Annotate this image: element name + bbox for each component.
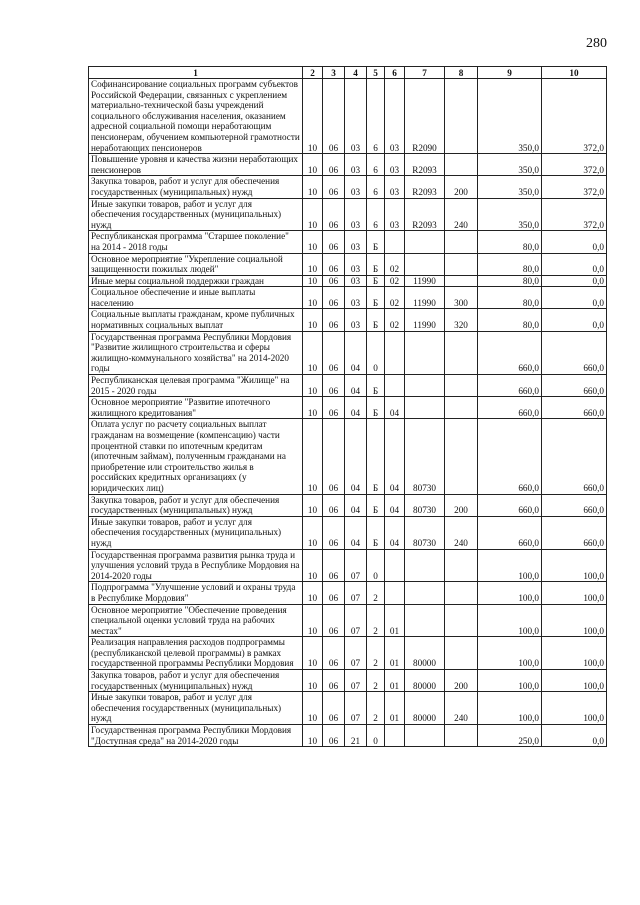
- row-name-cell: Иные закупки товаров, работ и услуг для обеспечения государственных (муниципальных) нужд: [89, 692, 303, 725]
- amount-cell: 80,0: [478, 253, 542, 275]
- code-cell: 03: [345, 79, 367, 154]
- table-row: [89, 309, 607, 331]
- code-cell: 10: [303, 582, 323, 604]
- code-cell: 10: [303, 419, 323, 494]
- code-cell: 6: [367, 79, 385, 154]
- code-cell: [405, 375, 445, 397]
- row-name-cell: Закупка товаров, работ и услуг для обеспечения государственных (муниципальных) нужд: [89, 494, 303, 516]
- amount-cell: 0,0: [542, 231, 607, 253]
- code-cell: [385, 375, 405, 397]
- code-cell: 04: [385, 516, 405, 549]
- code-cell: [445, 331, 478, 374]
- code-cell: 0: [367, 725, 385, 747]
- amount-cell: 0,0: [542, 253, 607, 275]
- table-body: [89, 79, 607, 747]
- code-cell: 240: [445, 692, 478, 725]
- row-name-cell: Оплата услуг по расчету социальных выплат гражданам на возмещение (компенсацию) части процентной ставки по ипотечным кредитам (ипотечным займам), полученным гражданами на приобретение или строительство жилья в российских кредитных организациях (у юридических лиц): [89, 419, 303, 494]
- code-cell: [405, 231, 445, 253]
- code-cell: 10: [303, 231, 323, 253]
- code-cell: 06: [323, 725, 345, 747]
- code-cell: [385, 231, 405, 253]
- code-cell: 10: [303, 253, 323, 275]
- row-name-cell: Государственная программа развития рынка труда и улучшения условий труда в Республике Мордовия на 2014-2020 годы: [89, 549, 303, 582]
- code-cell: R2093: [405, 176, 445, 198]
- code-cell: 06: [323, 637, 345, 670]
- table-row: [89, 231, 607, 253]
- code-cell: 2: [367, 692, 385, 725]
- code-cell: 03: [385, 176, 405, 198]
- code-cell: [445, 253, 478, 275]
- amount-cell: 100,0: [478, 670, 542, 692]
- amount-cell: 100,0: [478, 604, 542, 637]
- amount-cell: 372,0: [542, 79, 607, 154]
- amount-cell: 100,0: [542, 637, 607, 670]
- code-cell: 07: [345, 670, 367, 692]
- code-cell: Б: [367, 516, 385, 549]
- code-cell: 06: [323, 198, 345, 231]
- code-cell: 10: [303, 637, 323, 670]
- code-cell: [405, 582, 445, 604]
- row-name-cell: Государственная программа Республики Мордовия "Доступная среда" на 2014-2020 годы: [89, 725, 303, 747]
- table-row: [89, 582, 607, 604]
- code-cell: 07: [345, 692, 367, 725]
- code-cell: 03: [385, 154, 405, 176]
- code-cell: 06: [323, 494, 345, 516]
- table-row: [89, 725, 607, 747]
- code-cell: 07: [345, 549, 367, 582]
- column-header: 3: [323, 67, 345, 79]
- amount-cell: 0,0: [542, 287, 607, 309]
- amount-cell: 660,0: [478, 397, 542, 419]
- column-header: 4: [345, 67, 367, 79]
- code-cell: 06: [323, 692, 345, 725]
- code-cell: 06: [323, 309, 345, 331]
- table-header-row: [89, 67, 607, 79]
- amount-cell: 80,0: [478, 309, 542, 331]
- amount-cell: 100,0: [542, 582, 607, 604]
- code-cell: 0: [367, 331, 385, 374]
- code-cell: Б: [367, 309, 385, 331]
- row-name-cell: Софинансирование социальных программ субъектов Российской Федерации, связанных с укреплением материально-технической базы учреждений социального обслуживания населения, оказанием адресной социальной помощи неработающим пенсионерам, обучением компьютерной грамотности неработающих пенсионеров: [89, 79, 303, 154]
- code-cell: 04: [345, 375, 367, 397]
- code-cell: 300: [445, 287, 478, 309]
- code-cell: 02: [385, 287, 405, 309]
- row-name-cell: Основное мероприятие "Обеспечение проведения специальной оценки условий труда на рабочих местах": [89, 604, 303, 637]
- code-cell: 06: [323, 154, 345, 176]
- code-cell: 10: [303, 275, 323, 287]
- code-cell: [445, 275, 478, 287]
- code-cell: [445, 604, 478, 637]
- code-cell: R2093: [405, 154, 445, 176]
- code-cell: 04: [345, 331, 367, 374]
- code-cell: 10: [303, 198, 323, 231]
- code-cell: 11990: [405, 309, 445, 331]
- code-cell: 2: [367, 582, 385, 604]
- code-cell: 200: [445, 494, 478, 516]
- code-cell: 10: [303, 375, 323, 397]
- code-cell: [445, 154, 478, 176]
- code-cell: [405, 725, 445, 747]
- code-cell: [405, 331, 445, 374]
- row-name-cell: Государственная программа Республики Мордовия "Развитие жилищного строительства и сферы жилищно-коммунального хозяйства" на 2014-2020 годы: [89, 331, 303, 374]
- code-cell: 03: [385, 198, 405, 231]
- amount-cell: 660,0: [542, 516, 607, 549]
- code-cell: 03: [345, 253, 367, 275]
- code-cell: 6: [367, 154, 385, 176]
- table-row: [89, 331, 607, 374]
- code-cell: 06: [323, 549, 345, 582]
- table-row: [89, 287, 607, 309]
- column-header: 10: [542, 67, 607, 79]
- code-cell: 06: [323, 231, 345, 253]
- code-cell: 04: [385, 494, 405, 516]
- amount-cell: 100,0: [478, 549, 542, 582]
- code-cell: 06: [323, 176, 345, 198]
- row-name-cell: Социальное обеспечение и иные выплаты населению: [89, 287, 303, 309]
- amount-cell: 350,0: [478, 154, 542, 176]
- amount-cell: 660,0: [542, 419, 607, 494]
- table-row: [89, 198, 607, 231]
- amount-cell: 660,0: [478, 516, 542, 549]
- amount-cell: 660,0: [478, 331, 542, 374]
- code-cell: 2: [367, 604, 385, 637]
- code-cell: 80730: [405, 419, 445, 494]
- column-header: 6: [385, 67, 405, 79]
- code-cell: 01: [385, 670, 405, 692]
- page-number: 280: [586, 36, 607, 51]
- code-cell: 06: [323, 79, 345, 154]
- code-cell: 03: [345, 176, 367, 198]
- code-cell: [445, 549, 478, 582]
- amount-cell: 80,0: [478, 231, 542, 253]
- code-cell: [385, 331, 405, 374]
- code-cell: 80000: [405, 670, 445, 692]
- amount-cell: 100,0: [542, 549, 607, 582]
- amount-cell: 100,0: [478, 582, 542, 604]
- amount-cell: 100,0: [478, 637, 542, 670]
- code-cell: 01: [385, 692, 405, 725]
- code-cell: 07: [345, 637, 367, 670]
- amount-cell: 350,0: [478, 176, 542, 198]
- code-cell: [445, 375, 478, 397]
- code-cell: 10: [303, 287, 323, 309]
- table-row: [89, 549, 607, 582]
- code-cell: 03: [345, 231, 367, 253]
- code-cell: 01: [385, 637, 405, 670]
- code-cell: [405, 253, 445, 275]
- budget-table: [88, 66, 607, 747]
- code-cell: 21: [345, 725, 367, 747]
- code-cell: 04: [345, 397, 367, 419]
- amount-cell: 372,0: [542, 154, 607, 176]
- amount-cell: 100,0: [478, 692, 542, 725]
- amount-cell: 660,0: [478, 375, 542, 397]
- table-row: [89, 494, 607, 516]
- code-cell: 06: [323, 331, 345, 374]
- table-row: [89, 375, 607, 397]
- code-cell: [445, 582, 478, 604]
- amount-cell: 350,0: [478, 198, 542, 231]
- code-cell: 10: [303, 154, 323, 176]
- code-cell: 04: [345, 516, 367, 549]
- row-name-cell: Иные закупки товаров, работ и услуг для обеспечения государственных (муниципальных) нужд: [89, 516, 303, 549]
- code-cell: 06: [323, 375, 345, 397]
- code-cell: [445, 231, 478, 253]
- table-row: [89, 670, 607, 692]
- code-cell: [445, 79, 478, 154]
- code-cell: 03: [345, 287, 367, 309]
- code-cell: 6: [367, 198, 385, 231]
- table-row: [89, 516, 607, 549]
- row-name-cell: Республиканская программа "Старшее поколение" на 2014 - 2018 годы: [89, 231, 303, 253]
- row-name-cell: Повышение уровня и качества жизни неработающих пенсионеров: [89, 154, 303, 176]
- code-cell: 200: [445, 670, 478, 692]
- code-cell: [405, 549, 445, 582]
- amount-cell: 250,0: [478, 725, 542, 747]
- code-cell: 04: [345, 419, 367, 494]
- table-row: [89, 275, 607, 287]
- code-cell: [445, 419, 478, 494]
- code-cell: [445, 637, 478, 670]
- row-name-cell: Иные закупки товаров, работ и услуг для обеспечения государственных (муниципальных) нужд: [89, 198, 303, 231]
- row-name-cell: Основное мероприятие "Укрепление социальной защищенности пожилых людей": [89, 253, 303, 275]
- code-cell: 04: [385, 419, 405, 494]
- code-cell: 6: [367, 176, 385, 198]
- row-name-cell: Реализация направления расходов подпрограммы (республиканской целевой программы) в рамках государственной программы Республики Мордовия: [89, 637, 303, 670]
- amount-cell: 0,0: [542, 725, 607, 747]
- column-header: 5: [367, 67, 385, 79]
- code-cell: 10: [303, 670, 323, 692]
- amount-cell: 660,0: [478, 494, 542, 516]
- column-header: 8: [445, 67, 478, 79]
- table-row: [89, 637, 607, 670]
- code-cell: 10: [303, 516, 323, 549]
- code-cell: R2090: [405, 79, 445, 154]
- row-name-cell: Социальные выплаты гражданам, кроме публичных нормативных социальных выплат: [89, 309, 303, 331]
- code-cell: 11990: [405, 287, 445, 309]
- code-cell: 06: [323, 604, 345, 637]
- code-cell: 10: [303, 397, 323, 419]
- code-cell: 03: [345, 154, 367, 176]
- column-header: 1: [89, 67, 303, 79]
- code-cell: 2: [367, 637, 385, 670]
- code-cell: 06: [323, 397, 345, 419]
- code-cell: Б: [367, 253, 385, 275]
- amount-cell: 372,0: [542, 198, 607, 231]
- code-cell: Б: [367, 375, 385, 397]
- code-cell: 04: [385, 397, 405, 419]
- code-cell: Б: [367, 287, 385, 309]
- code-cell: 240: [445, 198, 478, 231]
- amount-cell: 660,0: [542, 397, 607, 419]
- code-cell: 80000: [405, 692, 445, 725]
- amount-cell: 80,0: [478, 287, 542, 309]
- amount-cell: 372,0: [542, 176, 607, 198]
- code-cell: 06: [323, 253, 345, 275]
- code-cell: 03: [345, 198, 367, 231]
- code-cell: 0: [367, 549, 385, 582]
- code-cell: Б: [367, 275, 385, 287]
- code-cell: 80730: [405, 516, 445, 549]
- code-cell: 04: [345, 494, 367, 516]
- column-header: 7: [405, 67, 445, 79]
- table-row: [89, 692, 607, 725]
- code-cell: 200: [445, 176, 478, 198]
- code-cell: 10: [303, 549, 323, 582]
- code-cell: [385, 549, 405, 582]
- code-cell: R2093: [405, 198, 445, 231]
- row-name-cell: Закупка товаров, работ и услуг для обеспечения государственных (муниципальных) нужд: [89, 670, 303, 692]
- code-cell: 03: [385, 79, 405, 154]
- code-cell: 10: [303, 176, 323, 198]
- column-header: 2: [303, 67, 323, 79]
- code-cell: 02: [385, 275, 405, 287]
- code-cell: [385, 725, 405, 747]
- table-row: [89, 604, 607, 637]
- code-cell: 06: [323, 670, 345, 692]
- amount-cell: 660,0: [542, 331, 607, 374]
- code-cell: Б: [367, 397, 385, 419]
- code-cell: 06: [323, 419, 345, 494]
- code-cell: 10: [303, 79, 323, 154]
- code-cell: 06: [323, 287, 345, 309]
- row-name-cell: Иные меры социальной поддержки граждан: [89, 275, 303, 287]
- amount-cell: 100,0: [542, 604, 607, 637]
- code-cell: 02: [385, 253, 405, 275]
- table-row: [89, 397, 607, 419]
- code-cell: 80000: [405, 637, 445, 670]
- code-cell: Б: [367, 231, 385, 253]
- code-cell: [405, 397, 445, 419]
- code-cell: 03: [345, 275, 367, 287]
- row-name-cell: Закупка товаров, работ и услуг для обеспечения государственных (муниципальных) нужд: [89, 176, 303, 198]
- code-cell: Б: [367, 419, 385, 494]
- table-row: [89, 79, 607, 154]
- code-cell: 10: [303, 725, 323, 747]
- amount-cell: 660,0: [542, 375, 607, 397]
- code-cell: 02: [385, 309, 405, 331]
- code-cell: Б: [367, 494, 385, 516]
- amount-cell: 660,0: [478, 419, 542, 494]
- code-cell: 10: [303, 692, 323, 725]
- amount-cell: 660,0: [542, 494, 607, 516]
- table-row: [89, 176, 607, 198]
- table-row: [89, 154, 607, 176]
- code-cell: [385, 582, 405, 604]
- code-cell: 07: [345, 604, 367, 637]
- code-cell: 10: [303, 494, 323, 516]
- code-cell: 03: [345, 309, 367, 331]
- code-cell: 80730: [405, 494, 445, 516]
- code-cell: 07: [345, 582, 367, 604]
- code-cell: [445, 725, 478, 747]
- code-cell: 06: [323, 516, 345, 549]
- code-cell: 06: [323, 275, 345, 287]
- code-cell: 11990: [405, 275, 445, 287]
- code-cell: 2: [367, 670, 385, 692]
- row-name-cell: Подпрограмма "Улучшение условий и охраны труда в Республике Мордовия": [89, 582, 303, 604]
- amount-cell: 80,0: [478, 275, 542, 287]
- column-header: 9: [478, 67, 542, 79]
- code-cell: 06: [323, 582, 345, 604]
- amount-cell: 350,0: [478, 79, 542, 154]
- amount-cell: 0,0: [542, 309, 607, 331]
- amount-cell: 100,0: [542, 692, 607, 725]
- row-name-cell: Основное мероприятие "Развитие ипотечного жилищного кредитования": [89, 397, 303, 419]
- code-cell: 10: [303, 331, 323, 374]
- code-cell: 320: [445, 309, 478, 331]
- code-cell: 10: [303, 604, 323, 637]
- code-cell: 240: [445, 516, 478, 549]
- row-name-cell: Республиканская целевая программа "Жилище" на 2015 - 2020 годы: [89, 375, 303, 397]
- code-cell: 10: [303, 309, 323, 331]
- code-cell: [445, 397, 478, 419]
- code-cell: 01: [385, 604, 405, 637]
- amount-cell: 0,0: [542, 275, 607, 287]
- code-cell: [405, 604, 445, 637]
- table-row: [89, 419, 607, 494]
- amount-cell: 100,0: [542, 670, 607, 692]
- table-row: [89, 253, 607, 275]
